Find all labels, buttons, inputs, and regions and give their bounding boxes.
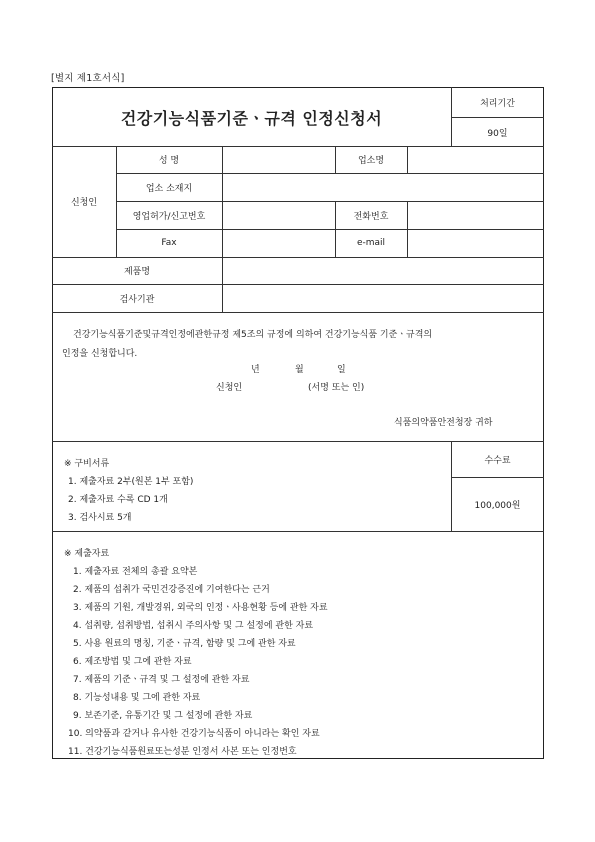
documents-item-1: 1. 제출자료 2부(원본 1부 포함)	[68, 477, 194, 487]
inspection-bottom-line	[52, 312, 544, 313]
submission-item-3: 3. 제품의 기원, 개발경위, 외국의 인정ㆍ사용현황 등에 관한 자료	[73, 603, 328, 613]
address-label: 업소 소재지	[145, 183, 193, 194]
submission-item-7: 7. 제품의 기준ㆍ규격 및 그 설정에 관한 자료	[73, 675, 250, 685]
applicant-group-label: 신청인	[70, 198, 98, 208]
fee-label: 수수료	[484, 455, 511, 466]
phone-label: 전화번호	[353, 211, 389, 222]
date-day-label: 일	[337, 365, 346, 375]
inspection-agency-label: 검사기관	[119, 294, 155, 305]
fax-field[interactable]	[222, 229, 335, 257]
product-name-label: 제품명	[123, 267, 151, 277]
inspection-agency-field[interactable]	[222, 284, 544, 312]
submission-item-8: 8. 기능성내용 및 그에 관한 자료	[73, 693, 201, 703]
address-field[interactable]	[222, 173, 544, 201]
company-field[interactable]	[407, 146, 544, 173]
date-month-label: 월	[295, 365, 304, 375]
submission-item-1: 1. 제출자료 전체의 총괄 요약본	[73, 567, 198, 577]
license-label: 영업허가/신고번호	[132, 211, 206, 222]
form-number-label: [별지 제1호서식]	[51, 73, 125, 84]
fee-value: 100,000원	[474, 500, 521, 511]
submission-item-2: 2. 제품의 섭취가 국민건강증진에 기여한다는 근거	[73, 585, 270, 595]
submission-item-9: 9. 보존기준, 유통기간 및 그 설정에 관한 자료	[73, 711, 253, 721]
statement-line-2: 인정을 신청합니다.	[62, 349, 138, 359]
phone-field[interactable]	[407, 201, 544, 229]
signature-label: (서명 또는 인)	[308, 383, 365, 393]
name-field[interactable]	[222, 146, 335, 173]
processing-period-label: 처리기간	[480, 98, 515, 109]
form-title: 건강기능식품기준ㆍ규격 인정신청서	[120, 108, 383, 128]
submission-item-11: 11. 건강기능식품원료또는성분 인정서 사본 또는 인정번호	[68, 747, 297, 757]
submission-header: ※ 제출자료	[64, 549, 110, 559]
product-name-field[interactable]	[222, 257, 544, 284]
fax-label: Fax	[161, 238, 177, 248]
signer-label: 신청인	[216, 383, 243, 393]
documents-item-3: 3. 검사시료 5개	[68, 513, 132, 523]
documents-header: ※ 구비서류	[64, 459, 110, 469]
email-field[interactable]	[407, 229, 544, 257]
submission-item-4: 4. 섭취량, 섭취방법, 섭취시 주의사항 및 그 설정에 관한 자료	[73, 621, 314, 631]
documents-bottom-line	[52, 531, 544, 532]
submission-item-6: 6. 제조방법 및 그에 관한 자료	[73, 657, 192, 667]
documents-item-2: 2. 제출자료 수록 CD 1개	[68, 495, 168, 505]
submission-item-10: 10. 의약품과 같거나 유사한 건강기능식품이 아니라는 확인 자료	[68, 729, 320, 739]
license-field[interactable]	[222, 201, 335, 229]
recipient-label: 식품의약품안전청장 귀하	[394, 418, 493, 428]
email-label: e-mail	[356, 238, 386, 248]
submission-item-5: 5. 사용 원료의 명칭, 기준ㆍ규격, 함량 및 그에 관한 자료	[73, 639, 296, 649]
processing-period-value: 90일	[487, 128, 508, 139]
statement-line-1: 건강기능식품기준및규격인정에관한규정 제5조의 규정에 의하여 건강기능식품 기준ㆍ규격의	[73, 330, 433, 340]
name-label: 성 명	[158, 156, 180, 166]
company-label: 업소명	[357, 156, 385, 166]
date-year-label: 년	[251, 365, 260, 375]
